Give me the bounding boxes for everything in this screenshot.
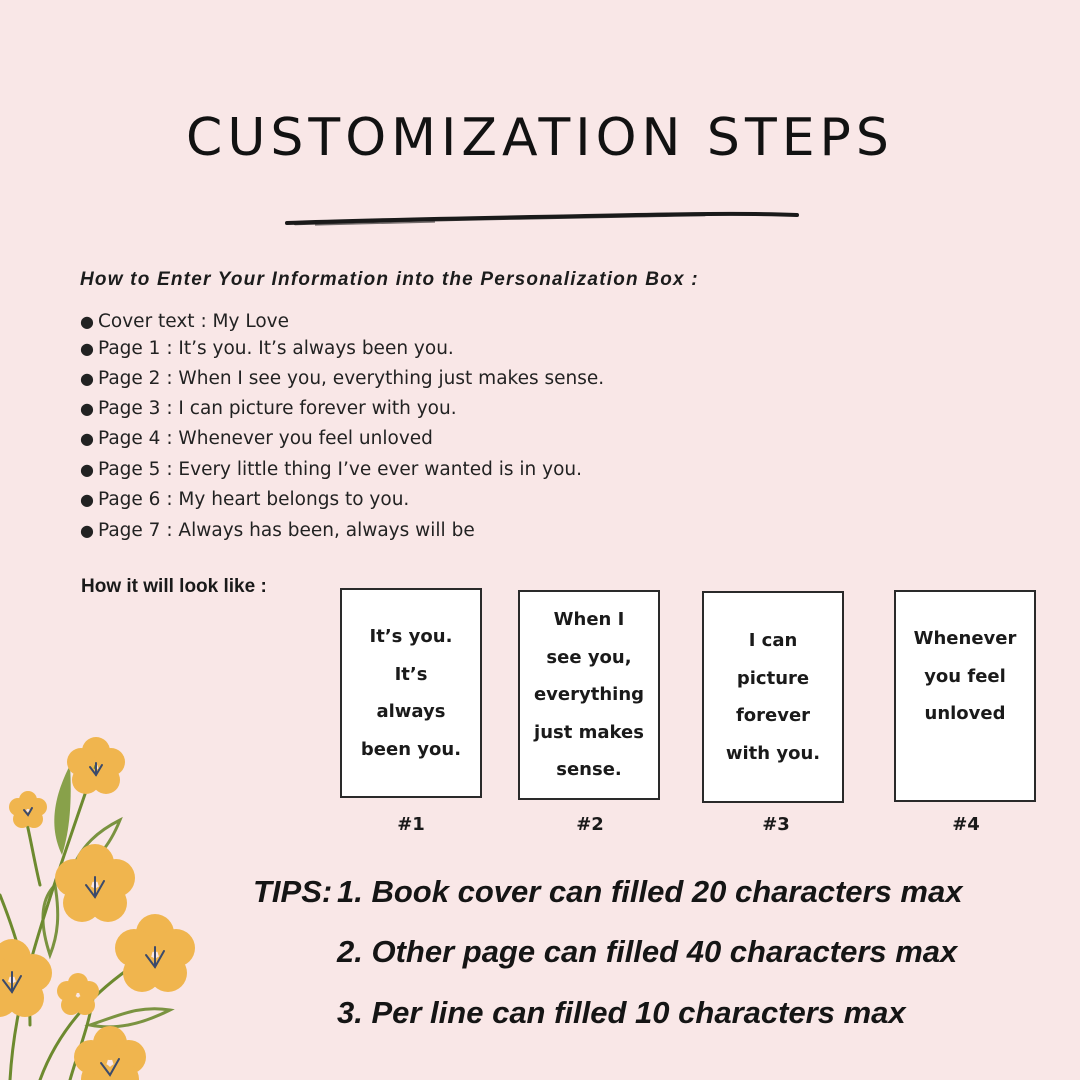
tip-item-3: 3. Per line can filled 10 characters max [337,995,906,1030]
card-line: just makes [534,721,644,743]
preview-card-1 [340,588,482,798]
tips-label: TIPS: [253,874,333,909]
instruction-item: ● Page 5 : Every little thing I’ve ever wanted is in you. [80,459,583,480]
card-line: When I [553,609,625,631]
card-line: It’s [394,663,428,685]
bullet-icon: ● [80,460,94,479]
card-line: everything [533,684,645,706]
bullet-icon: ● [80,339,94,358]
preview-label: How it will look like : [81,576,267,597]
bullet-icon: ● [80,521,94,540]
instruction-item: ● Cover text : My Love [80,311,289,332]
card-number-4: #4 [952,814,980,835]
card-line: It’s you. [369,626,453,647]
card-number-1: #1 [397,814,425,835]
instruction-item: ● Page 2 : When I see you, everything just makes sense. [80,368,605,389]
preview-card-3 [702,591,844,803]
card-text [720,622,826,772]
card-line: always [376,701,446,722]
card-text [355,618,467,768]
tip-item-2: 2. Other page can filled 40 characters max [337,934,958,969]
preview-card-4 [894,590,1036,802]
card-text [528,601,650,789]
card-line: sense. [556,759,622,781]
card-number-2: #2 [576,814,604,835]
instruction-item: ● Page 7 : Always has been, always will be [80,520,475,541]
instruction-item: ● Page 4 : Whenever you feel unloved [80,428,433,449]
bullet-icon: ● [80,312,94,331]
page-title: CUSTOMIZATION STEPS [186,108,894,168]
brush-underline [285,208,800,230]
preview-card-2 [518,590,660,800]
instructions-heading: How to Enter Your Information into the Personalization Box : [80,269,699,290]
card-line: Whenever [913,628,1017,649]
card-line: you feel [924,665,1006,687]
card-line: I can [748,630,798,651]
card-line: see you, [546,646,632,668]
card-line: been you. [360,738,462,760]
bullet-icon: ● [80,490,94,509]
bullet-icon: ● [80,399,94,418]
bullet-icon: ● [80,429,94,448]
card-number-3: #3 [762,814,790,835]
bullet-icon: ● [80,369,94,388]
card-line: picture [736,667,810,689]
card-line: unloved [924,703,1006,724]
instruction-item: ● Page 3 : I can picture forever with you. [80,398,457,419]
card-line: forever [735,705,811,726]
card-line: with you. [725,742,821,764]
instruction-item: ● Page 6 : My heart belongs to you. [80,489,410,510]
card-text [908,620,1023,733]
instruction-item: ● Page 1 : It’s you. It’s always been you. [80,338,454,359]
tip-item-1: 1. Book cover can filled 20 characters max [337,874,963,909]
flower-illustration [0,725,200,1080]
